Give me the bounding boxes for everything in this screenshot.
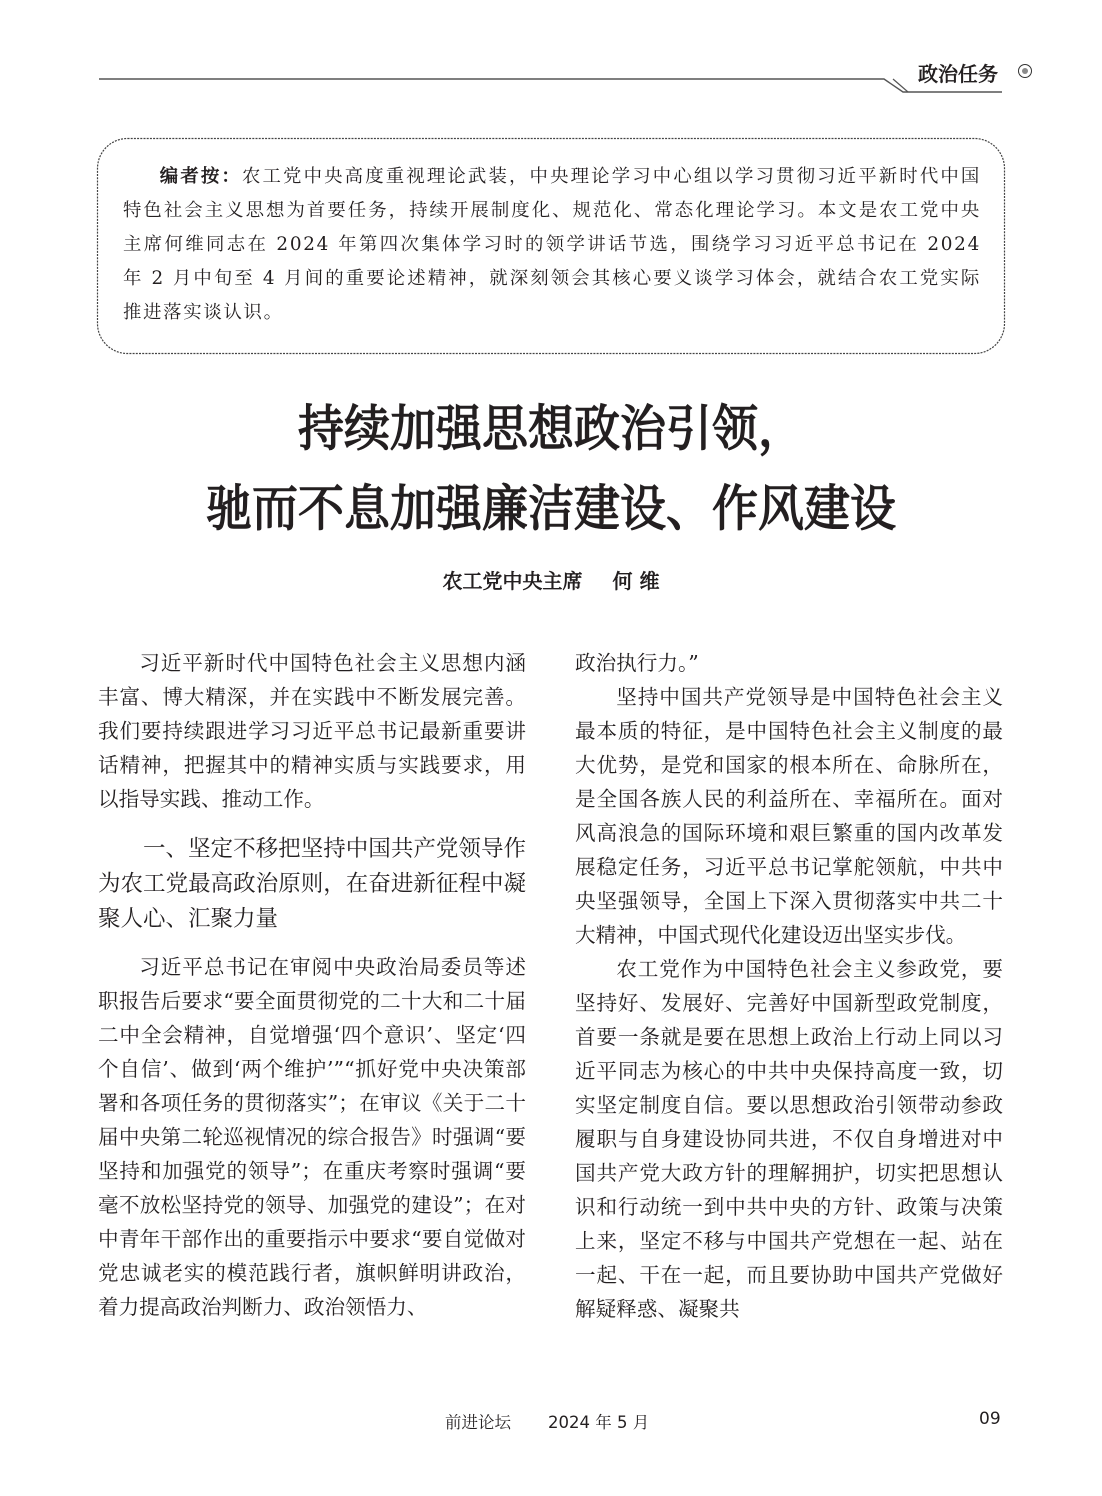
article-title-line-1: 持续加强思想政治引领，	[298, 399, 804, 458]
editor-note-lead: 编者按：	[159, 166, 242, 187]
author-title: 农工党中央主席	[442, 569, 583, 593]
intro-paragraph: 习近平新时代中国特色社会主义思想内涵丰富、博大精深，并在实践中不断发展完善。我们要持续跟进学习习近平总书记最新重要讲话精神，把握其中的精神实质与实践要求，用以指导实践、推动工作。	[98, 651, 526, 811]
section-heading: 一、坚定不移把坚持中国共产党领导作为农工党最高政治原则，在奋进新征程中凝聚人心、汇聚力量	[98, 836, 526, 932]
header-rule	[0, 0, 1102, 110]
section-label: 政治任务	[918, 62, 998, 86]
article-title-line-2: 驰而不息加强廉洁建设、作风建设	[206, 479, 896, 538]
body-column-right	[575, 646, 1003, 1326]
body-paragraph: 习近平总书记在审阅中央政治局委员等述职报告后要求“要全面贯彻党的二十大和二十届二中全会精神，自觉增强‘四个意识’、坚定‘四个自信’、做到‘两个维护’”“抓好党中央决策部署和各项任务的贯彻落实”；在审议《关于二十届中央第二轮巡视情况的综合报告》时强调“要坚持和加强党的领导”；在重庆考察时强调“要毫不放松坚持党的领导、加强党的建设”；在对中青年干部作出的重要指示中要求“要自觉做对党忠诚老实的模范践行者，旗帜鲜明讲政治，着力提高政治判断力、政治领悟力、	[98, 955, 526, 1319]
circle-bullet-icon	[1018, 64, 1032, 78]
editor-note-text: 农工党中央高度重视理论武装，中央理论学习中心组以学习贯彻习近平新时代中国特色社会主义思想为首要任务，持续开展制度化、规范化、常态化理论学习。本文是农工党中央主席何维同志在 2024 年第四次集体学习时的领学讲话节选，围绕学习习近平总书记在 2024 年 2 月中旬至 4 月间的重要论述精神，就深刻领会其核心要义谈学习体会，就结合农工党实际推进落实谈认识。	[123, 166, 981, 323]
author-name: 何 维	[612, 569, 660, 593]
editor-note	[123, 160, 981, 330]
footer-issue-date: 2024 年 5 月	[548, 1413, 650, 1432]
body-paragraph: 坚持中国共产党领导是中国特色社会主义最本质的特征，是中国特色社会主义制度的最大优势，是党和国家的根本所在、命脉所在，是全国各族人民的利益所在、幸福所在。面对风高浪急的国际环境和艰巨繁重的国内改革发展稳定任务，习近平总书记掌舵领航，中共中央坚强领导，全国上下深入贯彻落实中共二十大精神，中国式现代化建设迈出坚实步伐。	[575, 685, 1003, 947]
body-column-left	[98, 646, 526, 1324]
footer-journal-name: 前进论坛	[445, 1413, 511, 1432]
byline	[0, 565, 1102, 594]
continued-paragraph: 政治执行力。”	[575, 651, 699, 675]
body-paragraph: 农工党作为中国特色社会主义参政党，要坚持好、发展好、完善好中国新型政党制度，首要一条就是要在思想上政治上行动上同以习近平同志为核心的中共中央保持高度一致，切实坚定制度自信。要以思想政治引领带动参政履职与自身建设协同共进，不仅自身增进对中国共产党大政方针的理解拥护，切实把思想认识和行动统一到中共中央的方针、政策与决策上来，坚定不移与中国共产党想在一起、站在一起、干在一起，而且要协助中国共产党做好解疑释惑、凝聚共	[575, 957, 1003, 1321]
page-number: 09	[979, 1409, 1001, 1429]
